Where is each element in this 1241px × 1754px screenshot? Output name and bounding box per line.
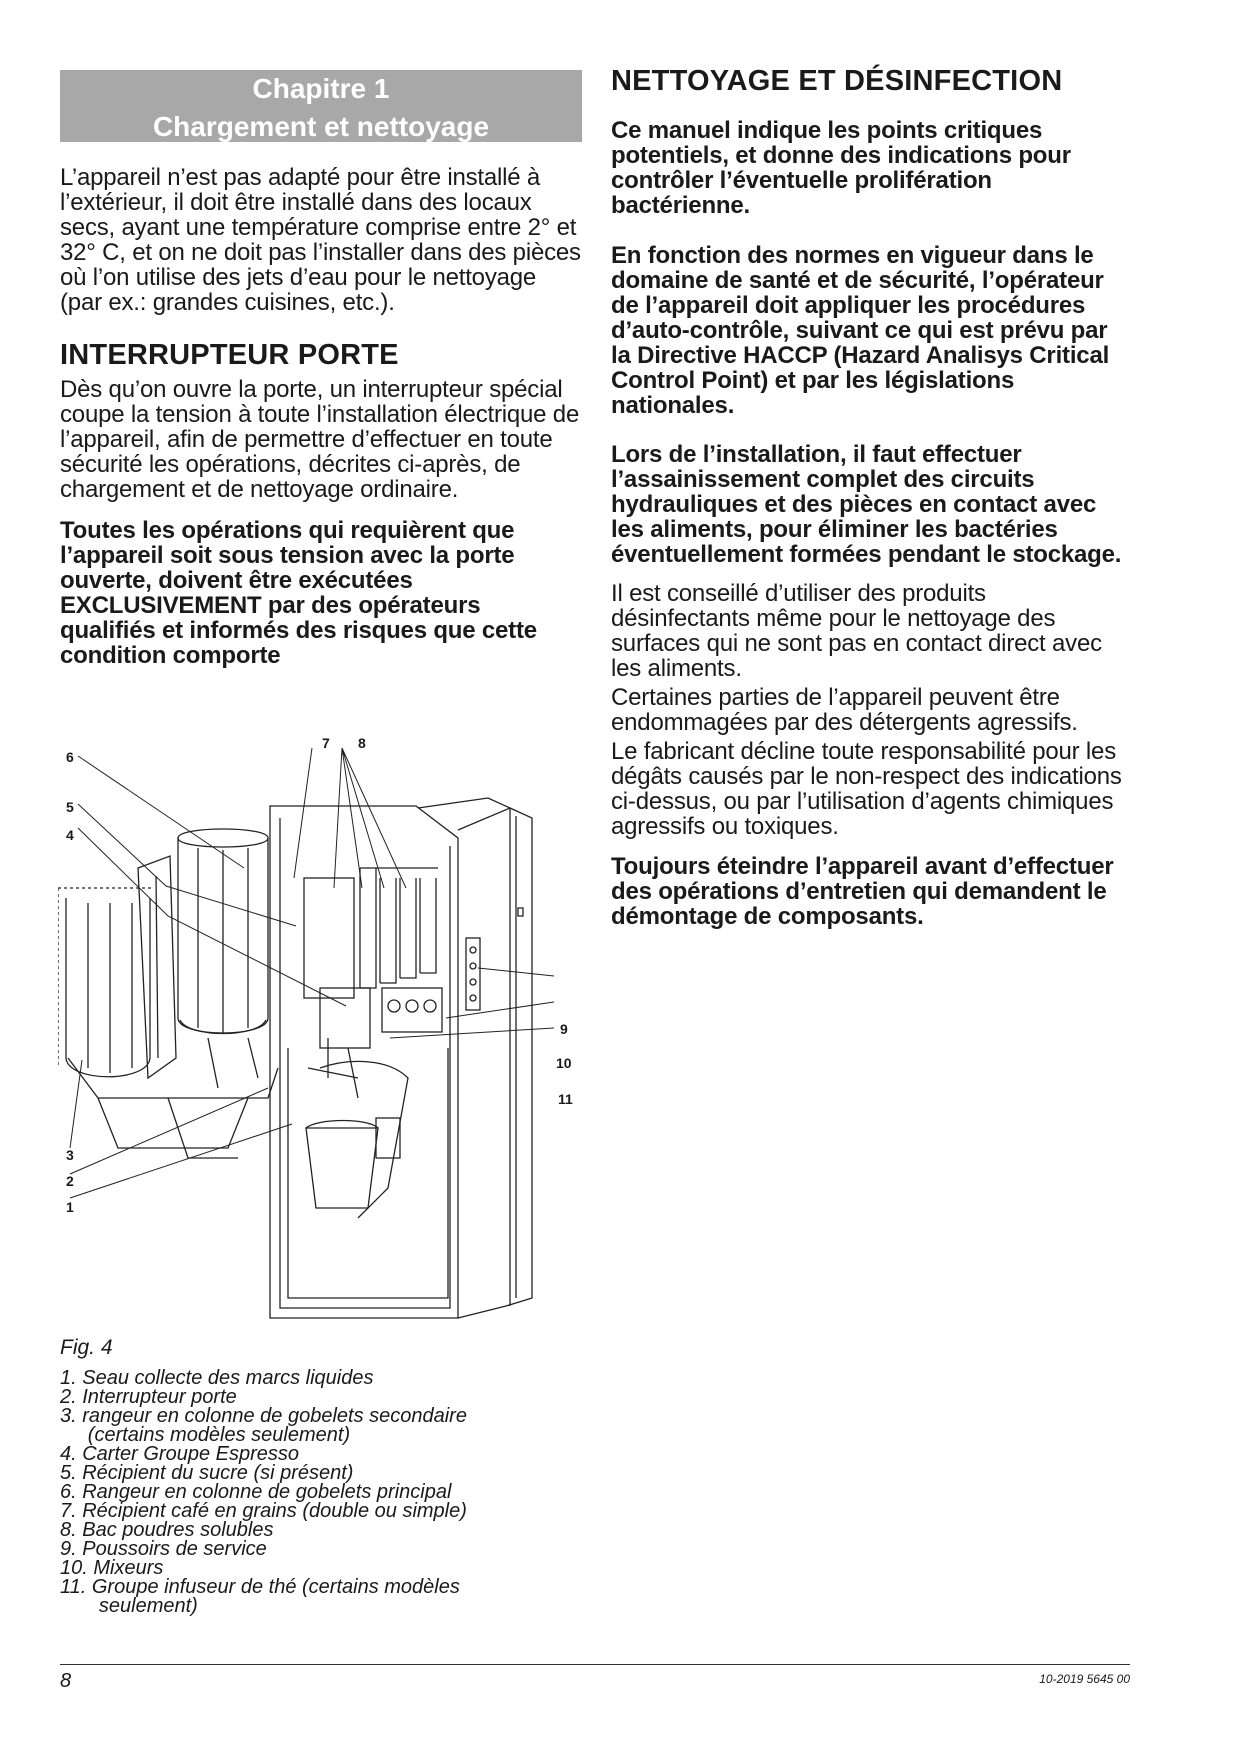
- right-column: [611, 64, 1131, 929]
- safety-warning: Toutes les opérations qui requièrent que l’appareil soit sous tension avec la porte ouverte, doivent être exécutées EXCLUSIVEMENT par des opérateurs qualifiés et informés des risques que cette condition comporte: [60, 517, 537, 669]
- legend-item: 2. Interrupteur porte: [60, 1386, 237, 1408]
- callout-3: 3: [66, 1147, 74, 1163]
- figure-label: Fig. 4: [60, 1336, 113, 1359]
- callout-11: 11: [558, 1091, 573, 1107]
- legend-item: 11. Groupe infuseur de thé (certains modèles: [60, 1576, 460, 1598]
- legend-item: 3. rangeur en colonne de gobelets secondaire: [60, 1405, 467, 1427]
- legend-item: 5. Récipient du sucre (si présent): [60, 1462, 354, 1484]
- footer-divider: [60, 1664, 1130, 1665]
- legend-list: [60, 1369, 580, 1616]
- callout-2: 2: [66, 1173, 74, 1189]
- callout-4: 4: [66, 827, 74, 843]
- callout-7: 7: [322, 735, 330, 751]
- page-number: 8: [60, 1670, 72, 1692]
- document-code: 10-2019 5645 00: [1039, 1672, 1130, 1686]
- disinfectant-paragraph: Il est conseillé d’utiliser des produits désinfectants même pour le nettoyage des surfaces qui ne sont pas en contact direct avec les aliments.: [611, 580, 1102, 682]
- legend-item: 9. Poussoirs de service: [60, 1538, 267, 1560]
- legend-item: 1. Seau collecte des marcs liquides: [60, 1367, 374, 1389]
- left-column: [60, 70, 582, 668]
- legend-item: 10. Mixeurs: [60, 1557, 164, 1579]
- legend-item: 8. Bac poudres solubles: [60, 1519, 274, 1541]
- callout-5: 5: [66, 799, 74, 815]
- machine-diagram: [58, 735, 578, 1338]
- chapter-number: Chapitre 1: [252, 73, 390, 104]
- legend-item: 4. Carter Groupe Espresso: [60, 1443, 299, 1465]
- section-heading-door-switch: INTERRUPTEUR PORTE: [60, 339, 399, 371]
- switch-off-paragraph: Toujours éteindre l’appareil avant d’effectuer des opérations d’entretien qui demandent le démontage de composants.: [611, 853, 1114, 930]
- intro-paragraph: L’appareil n’est pas adapté pour être installé à l’extérieur, il doit être installé dans des locaux secs, ayant une température comprise entre 2° et 32° C, et on ne doit pas l’installer dans des pièces où l’on utilise des jets d’eau pour le nettoyage (par ex.: grandes cuisines, etc.).: [60, 164, 581, 316]
- critical-points-paragraph: Ce manuel indique les points critiques potentiels, et donne des indications pour contrôler l’éventuelle prolifération bactérienne.: [611, 117, 1071, 219]
- section-heading-cleaning: NETTOYAGE ET DÉSINFECTION: [611, 65, 1063, 97]
- callout-6: 6: [66, 749, 74, 765]
- legend-item: 6. Rangeur en colonne de gobelets principal: [60, 1481, 452, 1503]
- callout-1: 1: [66, 1199, 74, 1215]
- aggressive-detergents-paragraph: Certaines parties de l’appareil peuvent être endommagées par des détergents agressifs.: [611, 684, 1078, 736]
- legend-item: (certains modèles seulement): [60, 1424, 351, 1446]
- liability-paragraph: Le fabricant décline toute responsabilité pour les dégâts causés par le non-respect des indications ci-dessus, ou par l’utilisation d’agents chimiques agressifs ou toxiques.: [611, 738, 1122, 840]
- callout-9: 9: [560, 1021, 568, 1037]
- door-switch-paragraph: Dès qu’on ouvre la porte, un interrupteur spécial coupe la tension à toute l’installation électrique de l’appareil, afin de permettre d’effectuer en toute sécurité les opérations, décrites ci-après, de chargement et de nettoyage ordinaire.: [60, 376, 580, 503]
- chapter-title: Chargement et nettoyage: [152, 111, 490, 142]
- haccp-paragraph: En fonction des normes en vigueur dans le domaine de santé et de sécurité, l’opérateur de l’appareil doit appliquer les procédures d’auto-contrôle, suivant ce qui est prévu par la Directive HACCP (Hazard Analisys Critical Control Point) et par les législations nationales.: [611, 242, 1110, 419]
- machine-drawing: [58, 735, 578, 1338]
- legend-item: seulement): [60, 1595, 198, 1617]
- installation-sanitize-paragraph: Lors de l’installation, il faut effectuer l’assainissement complet des circuits hydrauliques et des pièces en contact avec les aliments, pour éliminer les bactéries éventuellement formées pendant le stockage.: [611, 441, 1122, 568]
- legend-item: 7. Récipient café en grains (double ou simple): [60, 1500, 467, 1522]
- figure-caption: [60, 1338, 580, 1616]
- callout-10: 10: [556, 1055, 572, 1071]
- callout-8: 8: [358, 735, 366, 751]
- chapter-header: [60, 70, 582, 142]
